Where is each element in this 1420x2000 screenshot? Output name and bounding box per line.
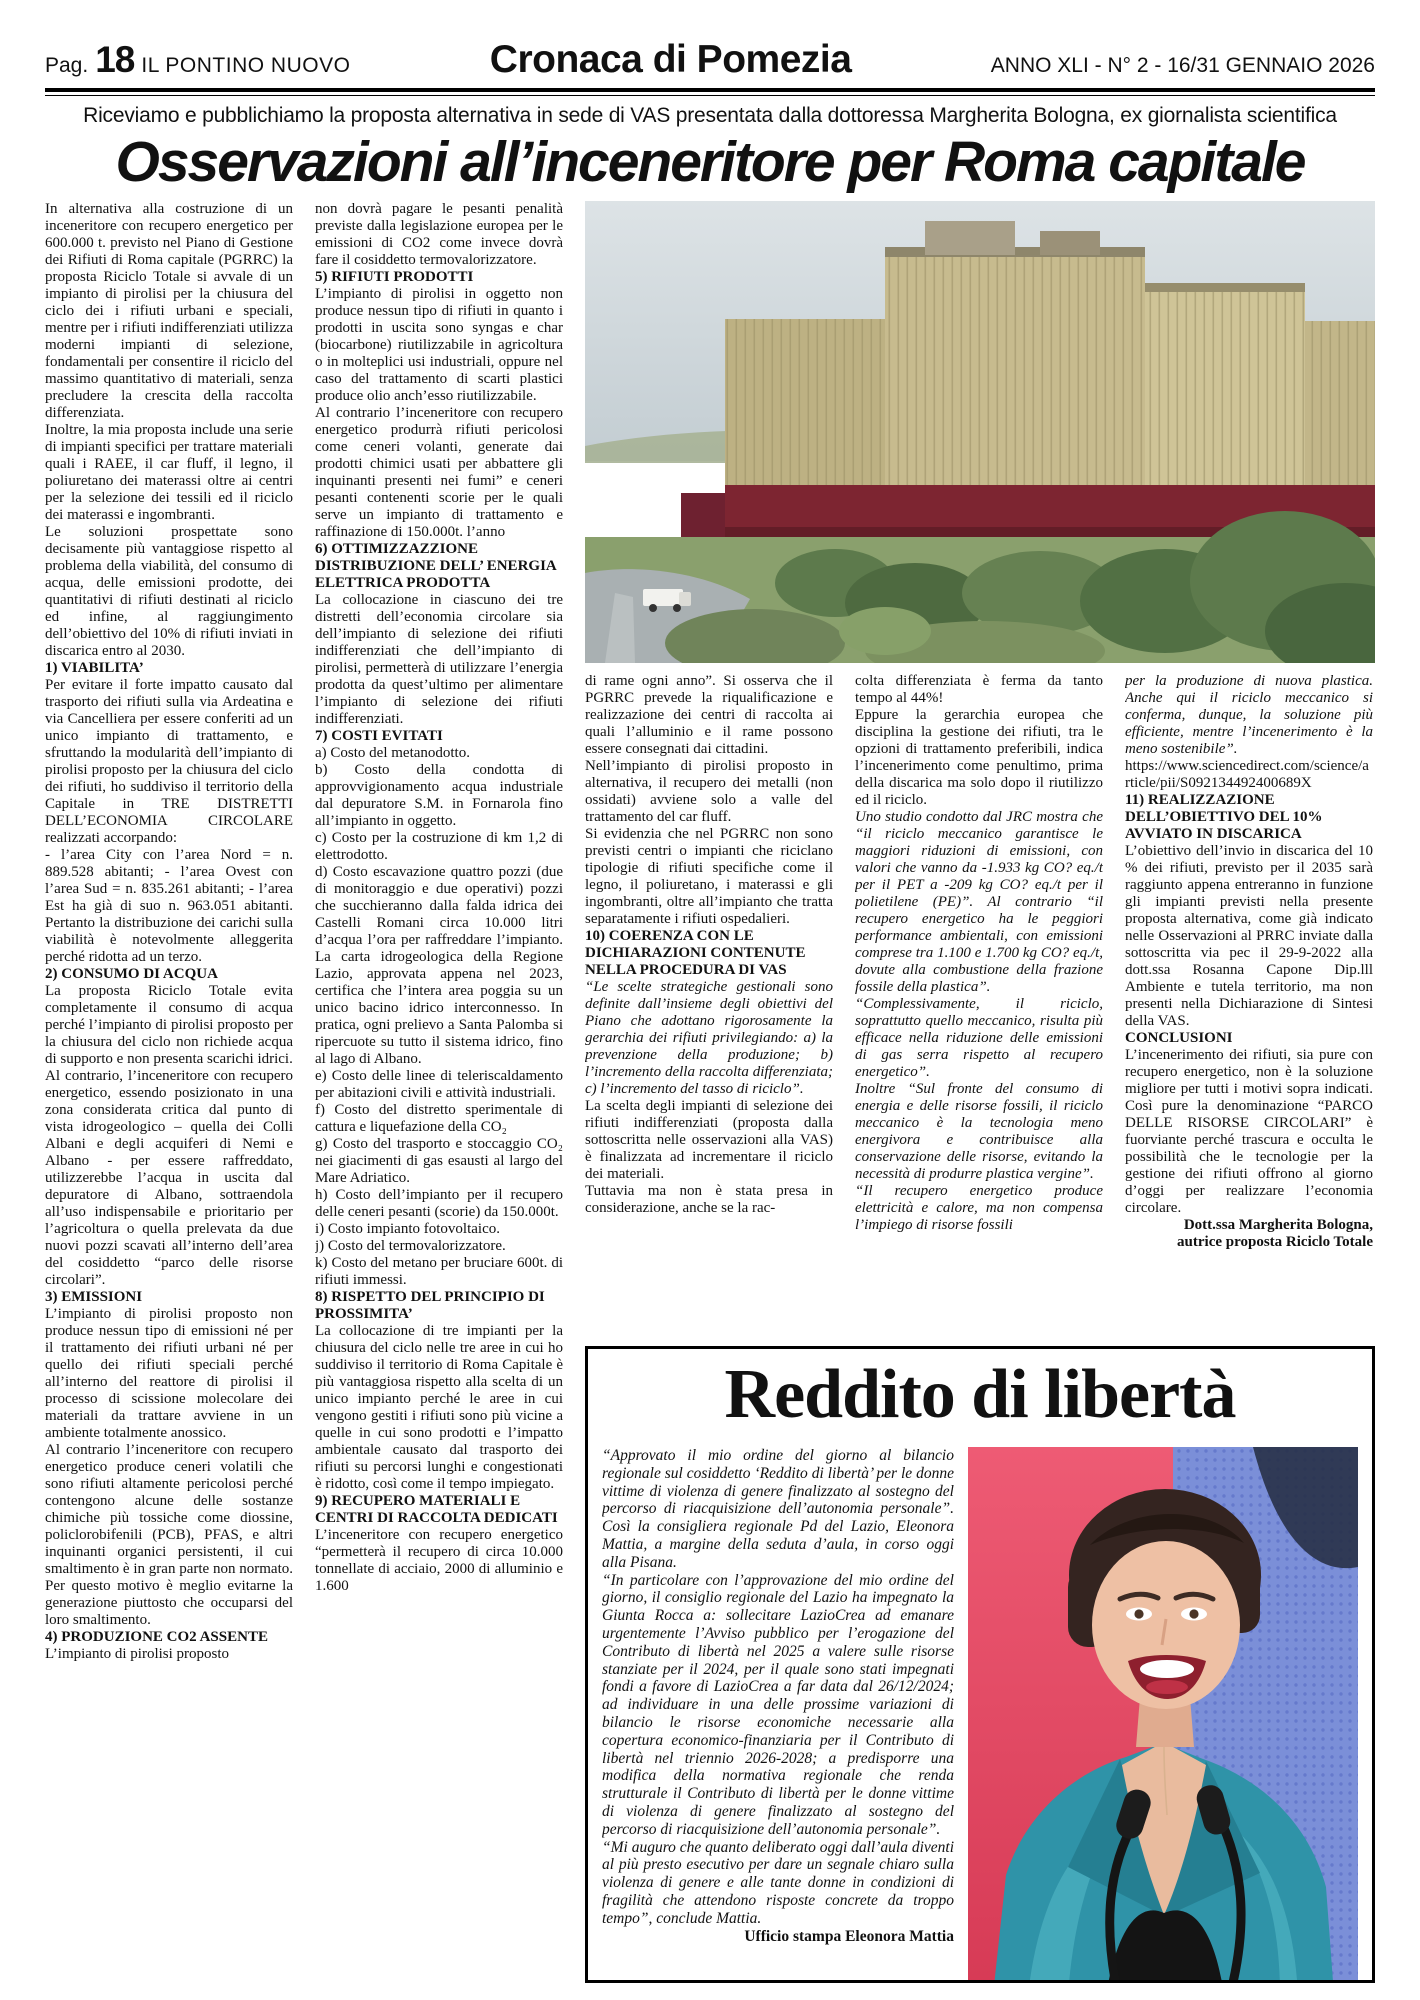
paragraph: L’impianto di pirolisi in oggetto non produce nessun tipo di rifiuti in quanto i prodotti in uscita sono syngas e char (biocarbone) riutilizzabile in agricoltura o in molteplici usi industriali, oppure nel caso del trattamento di scarti plastici produce olio anch’esso riutilizzabile. (315, 286, 563, 404)
signature: Dott.ssa Margherita Bologna, (1183, 1217, 1373, 1233)
article-right-section (585, 201, 1375, 1996)
paragraph: di rame ogni anno”. Si osserva che il PGRRC prevede la riqualificazione e realizzazione dei centri di raccolta ai quali l’alluminio e il rame possono essere consegnati dai cittadini. (585, 673, 833, 757)
boxed-article-text-column (602, 1447, 954, 1983)
paragraph: “Approvato il mio ordine del giorno al bilancio regionale sul cosiddetto ‘Reddito di libertà’ per le donne vittime di violenza di genere finalizzato al sostegno del percorso di riacquisizione dell’autonomia personale”. Così la consigliera regionale Pd del Lazio, Eleonora Mattia, a margine della seduta d’aula, in corso oggi alla Pisana. (602, 1447, 954, 1571)
paragraph: Inoltre, la mia proposta include una serie di impianti specifici per trattare materiali quali i RAEE, il car fluff, il legno, il poliuretano dei materassi oltre ai centri per la selezione dei tessili ed il riciclo dei materassi e ingombranti. (45, 422, 293, 523)
paragraph: non dovrà pagare le pesanti penalità previste dalla legislazione europea per le emissioni di CO2 come invece dovrà fare il cosiddetto termovalorizzatore. (315, 201, 563, 268)
article-column-5 (1125, 673, 1373, 1341)
paragraph: per la produzione di nuova plastica. Anche qui il riciclo meccanico si conferma, dunque, la soluzione più efficiente, mentre l’incenerimento è la meno sostenibile”. (1125, 673, 1373, 757)
paragraph: “In particolare con l’approvazione del mio ordine del giorno, il consiglio regionale del Lazio ha impegnato la Giunta Rocca a: sollecitare LazioCrea ad emanare urgentemente l’Avviso pubblico per l’erogazione del Contributo di libertà nel 2025 a valere sulle risorse stanziate per il 2024, per il quale sono stati impegnati fondi a favore di LazioCrea a far data dal 26/12/2024; ad individuare in una delle prossime variazioni di bilancio le risorse economiche necessarie alla copertura economico-finanziaria per il Contributo di libertà nel triennio 2026-2028; a predisporre una modifica della normativa regionale che renda strutturale il Contributo di libertà per le donne vittime di violenza di genere finalizzato al sostegno del percorso di riacquisizione dell’autonomia personale”. (602, 1571, 954, 1838)
paragraph: “Complessivamente, il riciclo, soprattutto quello meccanico, risulta più efficace nella riduzione delle emissioni di gas serra rispetto al recupero energetico”. (855, 996, 1103, 1080)
section-heading: 1) VIABILITA’ (45, 660, 144, 676)
page-number: 18 (95, 39, 135, 80)
paragraph: “Le scelte strategiche gestionali sono definite dall’insieme degli obiettivi del Piano che adottano rigorosamente la gerarchia dei rifiuti privilegiando: a) la prevenzione della produzione; b) l’incremento della raccolta differenziata; c) l’incremento del tasso di riciclo”. (585, 979, 833, 1097)
header-rule-thin (45, 95, 1375, 96)
paragraph: L’obiettivo dell’invio in discarica del 10 % dei rifiuti, previsto per il 2035 sarà raggiunto appena entreranno in funzione gli impianti previsti nella presente proposta alternativa, come già indicato nelle Osservazioni al PRRC inviate dalla sottoscritta via pec il 29-9-2022 alla dott.ssa Rosanna Capone Dip.lll Ambiente e tutela territorio, ma non presenti nella Dichiarazione di Sintesi della VAS. (1125, 843, 1373, 1029)
page-label: Pag. (45, 54, 89, 77)
paragraph: Si evidenzia che nel PGRRC non sono previsti centri o impianti che riciclano tipologie di rifiuti specifiche come il legno, il poliuretano, i materassi e gli ingombranti, oltre all’impianto che tratta separatamente i rifiuti ospedalieri. (585, 826, 833, 927)
paragraph: In alternativa alla costruzione di un inceneritore con recupero energetico per 600.000 t. previsto nel Piano di Gestione dei Rifiuti di Roma capitale (PGRRC) la proposta Riciclo Totale si avvale di un impianto di pirolisi per la chiusura del ciclo dei i rifiuti urbani e speciali, mentre per i rifiuti indifferenziati utilizza moderni impianti di selezione, fondamentali per consentire il riciclo del massimo quantitativo di materiali, senza precludere la crescita della raccolta differenziata. (45, 201, 293, 421)
paragraph: Eppure la gerarchia europea che disciplina la gestione dei rifiuti, tra le opzioni di trattamento preferibili, indica l’incenerimento come penultimo, prima della discarica ma solo dopo il riutilizzo ed il riciclo. (855, 707, 1103, 808)
section-heading: 6) OTTIMIZZAZZIONE DISTRIBUZIONE DELL’ ENERGIA ELETTRICA PRODOTTA (315, 541, 556, 591)
article-column-4 (855, 673, 1103, 1341)
paragraph: d) Costo escavazione quattro pozzi (due di monitoraggio e due operativi) pozzi che succhieranno dalla falda idrica dei Castelli Romani circa 10.000 litri d’acqua l’ora per raffreddare l’impianto. La carta idrogeologica della Regione Lazio, approvata appena nel 2023, certifica che l’intera area poggia su un unico bacino idrico interconnesso. In pratica, ogni prelievo a Santa Palomba si ripercuote su tutto il sistema idrico, fino al lago di Albano. (315, 864, 563, 1067)
paragraph: Al contrario l’inceneritore con recupero energetico produrrà rifiuti pericolosi come ceneri volanti, generate dai prodotti chimici usati per abbattere gli inquinanti presenti nei fumi” e ceneri pesanti contenenti scorie per le quali serve un impianto di trattamento e raffinazione di 150.000t. l’anno (315, 405, 563, 540)
paragraph: Al contrario l’inceneritore con recupero energetico produce ceneri volatili che sono rifiuti altamente pericolosi perché contengono alcune delle sostanze chimiche più tossiche come diossine, policlorobifenili (PCB), PFAS, e altri inquinanti organici persistenti, il cui smaltimento è in gran parte non normato. Per questo motivo è meglio evitarne la generazione piuttosto che occuparsi del loro smaltimento. (45, 1442, 293, 1628)
paragraph: b) Costo della condotta di approvvigionamento acqua industriale dal depuratore S.M. in Fornarola fino all’impianto in oggetto. (315, 762, 563, 829)
section-heading: CONCLUSIONI (1125, 1030, 1233, 1046)
article-lower-columns (585, 673, 1375, 1341)
section-heading: 8) RISPETTO DEL PRINCIPIO DI PROSSIMITA’ (315, 1289, 545, 1322)
section-heading: 11) REALIZZAZIONE DELL’OBIETTIVO DEL 10% AVVIATO IN DISCARICA (1125, 792, 1323, 842)
paragraph: Per evitare il forte impatto causato dal trasporto dei rifiuti sulla via Ardeatina e via Cancelliera per essere conferiti ad un unico impianto di trattamento, e sfruttando la modularità dell’impianto di pirolisi proposto per la chiusura del ciclo dei rifiuti, ho suddiviso il territorio della Capitale in TRE DISTRETTI DELL’ECONOMIA CIRCOLARE realizzati accorpando: (45, 677, 293, 846)
article-column-2 (315, 201, 563, 1996)
main-article (45, 201, 1375, 1996)
section-heading: 9) RECUPERO MATERIALI E CENTRI DI RACCOLTA DEDICATI (315, 1493, 558, 1526)
main-headline: Osservazioni all’inceneritore per Roma capitale (115, 130, 1305, 194)
page-number-block (45, 39, 350, 81)
paragraph: Inoltre “Sul fronte del consumo di energia e delle risorse fossili, il riciclo meccanico è la tecnologia meno energivora e contribuisce alla conservazione delle risorse, evitando la necessità di produrre plastica vergine”. (855, 1081, 1103, 1182)
paragraph: “Mi auguro che quanto deliberato oggi dall’aula diventi al più presto esecutivo per dare un segnale chiaro sulla violenza di genere e alle tante donne in condizioni di fragilità che attendono risposte concrete da troppo tempo”, conclude Mattia. (602, 1838, 954, 1927)
section-heading: 4) PRODUZIONE CO2 ASSENTE (45, 1629, 268, 1645)
paragraph: Tuttavia ma non è stata presa in considerazione, anche se la rac- (585, 1183, 833, 1216)
paragraph: La collocazione in ciascuno dei tre distretti dell’economia circolare sia dell’impianto di selezione dei rifiuti indifferenziati che dell’impianto di pirolisi, permetterà di utilizzare l’energia prodotta da quest’ultimo per alimentare l’impianto di selezione dei rifiuti indifferenziati. (315, 592, 563, 727)
paragraph: - l’area City con l’area Nord = n. 889.528 abitanti; - l’area Ovest con l’area Sud = n. 835.261 abitanti; - l’area Est ha già di suo n. 963.051 abitanti. Pertanto la distribuzione dei carichi sulla viabilità è notevolmente alleggerita perché ridotta ad un terzo. (45, 847, 293, 965)
paragraph: L’incenerimento dei rifiuti, sia pure con recupero energetico, non è la soluzione migliore per tutti i motivi sopra indicati. Così pure la denominazione “PARCO DELLE RISORSE CIRCOLARI” è fuorviante perché trascura e occulta le possibilità che le tecnologie per la gestione dei rifiuti offrono al giorno d’oggi per realizzare l’economia circolare. (1125, 1047, 1373, 1216)
section-heading: 10) COERENZA CON LE DICHIARAZIONI CONTENUTE NELLA PROCEDURA DI VAS (585, 928, 806, 978)
section-heading: 3) EMISSIONI (45, 1289, 143, 1305)
paragraph: colta differenziata è ferma da tanto tempo al 44%! (855, 673, 1103, 706)
boxed-article-body (602, 1447, 1358, 1983)
paragraph: h) Costo dell’impianto per il recupero delle ceneri pesanti (scorie) da 150.000t. (315, 1187, 563, 1220)
paragraph: a) Costo del metanodotto. (315, 745, 470, 761)
paragraph: Nell’impianto di pirolisi proposto in alternativa, il recupero dei metalli (non ossidati) avviene solo a valle del trattamento del car fluff. (585, 758, 833, 825)
paragraph: e) Costo delle linee di teleriscaldamento per abitazioni civili e attività industriali. (315, 1068, 563, 1101)
boxed-article-headline: Reddito di libertà (724, 1356, 1236, 1433)
paragraph: Uno studio condotto dal JRC mostra che “il riciclo meccanico garantisce le maggiori riduzioni di emissioni, con valori che vanno da -1.933 kg CO? eq./t per il PET a -209 kg CO? eq./t per il polietilene (PE)”. Al contrario “il recupero energetico ha le peggiori performance ambientali, con emissioni comprese tra 1.100 e 1.700 kg CO? eq./t, dovute alla combustione della frazione fossile della plastica”. (855, 809, 1103, 995)
paragraph: L’inceneritore con recupero energetico “permetterà il recupero di circa 10.000 tonnellate di acciaio, 2000 di alluminio e 1.600 (315, 1527, 563, 1594)
paragraph: c) Costo per la costruzione di km 1,2 di elettrodotto. (315, 830, 563, 863)
paragraph: f) Costo del distretto sperimentale di cattura e liquefazione della CO₂ (315, 1102, 563, 1135)
paragraph: Le soluzioni prospettate sono decisamente più vantaggiose rispetto al problema della viabilità, del consumo di acqua, delle emissioni prodotte, dei quantitativi di rifiuti destinati al riciclo ed infine, al raggiungimento dell’obiettivo del 10% di rifiuti inviati in discarica entro al 2030. (45, 524, 293, 659)
incinerator-photo (585, 201, 1375, 663)
paragraph: Al contrario, l’inceneritore con recupero energetico, essendo posizionato in una zona considerata critica dal punto di vista idrogeologico – quella dei Colli Albani e degli acquiferi di Nemi e Albano - per essere raffreddato, utilizzerebbe l’acqua in uscita dal depuratore di Albano, sottraendola all’uso indispensabile e prioritario per l’agricoltura o quella prelevata da due nuovi pozzi scavati all’interno dell’area del cosiddetto “parco delle risorse circolari”. (45, 1068, 293, 1288)
paragraph: “Il recupero energetico produce elettricità e calore, ma non compensa l’impiego di risorse fossili (855, 1183, 1103, 1233)
paragraph: L’impianto di pirolisi proposto (45, 1646, 230, 1662)
page-header (45, 38, 1375, 82)
section-heading: 2) CONSUMO DI ACQUA (45, 966, 218, 982)
paragraph: La scelta degli impianti di selezione dei rifiuti indifferenziati (proposta dalla sottoscritta nelle osservazioni alla VAS) è finalizzata ad incrementare il riciclo dei materiali. (585, 1098, 833, 1182)
paragraph: j) Costo del termovalorizzatore. (315, 1238, 506, 1254)
header-rule-thick (45, 88, 1375, 92)
article-column-3 (585, 673, 833, 1341)
paragraph: g) Costo del trasporto e stoccaggio CO₂ nei giacimenti di gas esausti al largo del Mare Adriatico. (315, 1136, 563, 1186)
eleonora-mattia-photo (968, 1447, 1358, 1983)
paragraph: La collocazione di tre impianti per la chiusura del ciclo nelle tre aree in cui ho suddiviso il territorio di Roma Capitale è più vantaggiosa rispetto alla scelta di un unico impianto perché le aree in cui vengono gestiti i rifiuti sono più vicine a quelle in cui sono prodotti e l’impatto ambientale causato dal trasporto dei rifiuti su percorsi lunghi e congestionati è ridotto, così come il tempo impiegato. (315, 1323, 563, 1492)
article-column-1 (45, 201, 293, 1996)
section-heading: 5) RIFIUTI PRODOTTI (315, 269, 474, 285)
paragraph: https://www.sciencedirect.com/science/article/pii/S092134492400689X (1125, 758, 1369, 791)
kicker: Riceviamo e pubblichiamo la proposta alternativa in sede di VAS presentata dalla dottoressa Margherita Bologna, ex giornalista scientifica (83, 104, 1337, 127)
signature: autrice proposta Riciclo Totale (1177, 1234, 1373, 1250)
issue-info: ANNO XLI - N° 2 - 16/31 GENNAIO 2026 (990, 54, 1375, 77)
section-heading: 7) COSTI EVITATI (315, 728, 443, 744)
paragraph: i) Costo impianto fotovoltaico. (315, 1221, 500, 1237)
paragraph: k) Costo del metano per bruciare 600t. di rifiuti immessi. (315, 1255, 563, 1288)
section-title: Cronaca di Pomezia (489, 38, 852, 81)
boxed-article (585, 1346, 1375, 1983)
paragraph: L’impianto di pirolisi proposto non produce nessun tipo di emissioni né per il trattamento dei rifiuti urbani né per quello dei rifiuti speciali perché all’interno del reattore di pirolisi il processo di scissione molecolare dei materiali da trattare avviene in un ambiente totalmente anossico. (45, 1306, 293, 1441)
signature: Ufficio stampa Eleonora Mattia (744, 1927, 954, 1945)
paragraph: La proposta Riciclo Totale evita completamente il consumo di acqua perché l’impianto di pirolisi proposto per la chiusura del ciclo non richiede acqua di supporto e non presenta scarichi idrici. (45, 983, 293, 1067)
newspaper-name: IL PONTINO NUOVO (141, 54, 351, 77)
